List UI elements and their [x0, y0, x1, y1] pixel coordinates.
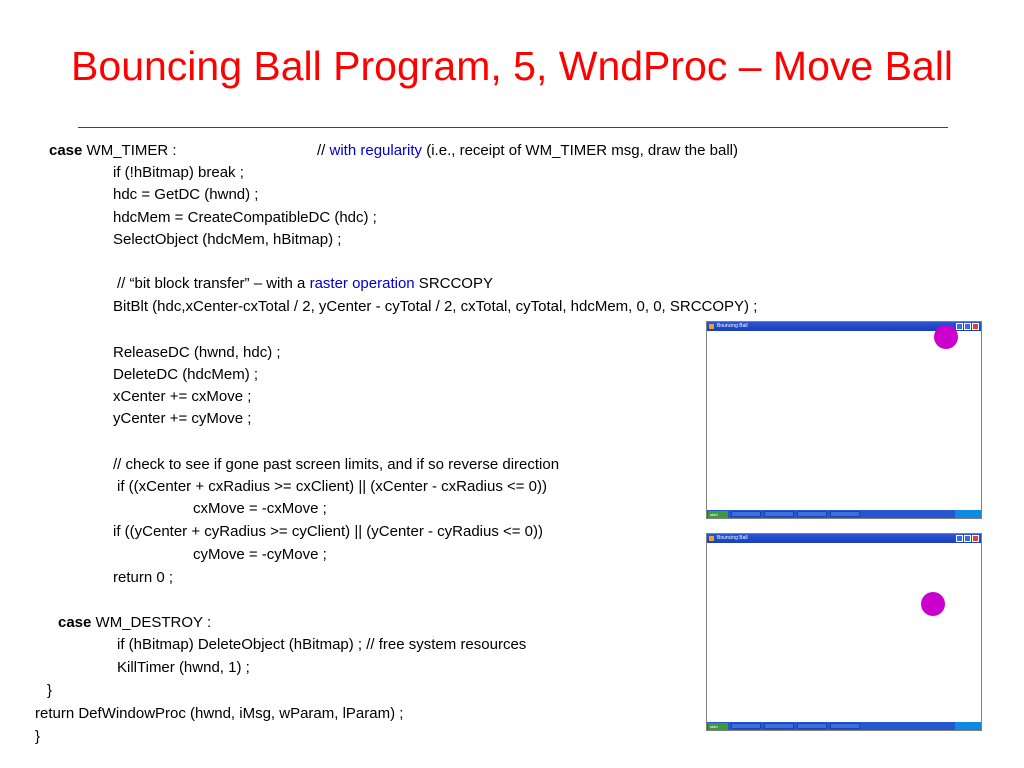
keyword-case: case	[49, 142, 83, 159]
taskbar-item	[764, 723, 794, 729]
taskbar-item	[830, 723, 860, 729]
code-line: return 0 ;	[113, 569, 174, 586]
system-tray	[955, 722, 981, 730]
keyword-case: case	[58, 614, 92, 631]
window-controls	[956, 323, 979, 330]
code-line-case-timer	[49, 141, 177, 161]
taskbar-item	[731, 511, 761, 517]
code-text: WM_DESTROY :	[91, 614, 212, 631]
taskbar-item	[731, 723, 761, 729]
code-line: DeleteDC (hdcMem) ;	[113, 366, 259, 383]
code-line: cyMove = -cyMove ;	[193, 546, 327, 563]
code-brace: }	[35, 728, 41, 745]
minimize-icon	[956, 535, 963, 542]
ball	[934, 325, 958, 349]
taskbar-item	[797, 723, 827, 729]
code-brace: }	[47, 682, 53, 699]
screenshot-bouncing-ball-1	[706, 321, 982, 519]
app-icon	[709, 536, 714, 541]
taskbar-item	[764, 511, 794, 517]
ball	[921, 592, 945, 616]
code-comment-bitblt	[117, 274, 493, 294]
comment-text: // “bit block transfer” – with a	[117, 275, 310, 292]
code-line: hdc = GetDC (hwnd) ;	[113, 186, 259, 203]
code-line: KillTimer (hwnd, 1) ;	[117, 659, 250, 676]
minimize-icon	[956, 323, 963, 330]
close-icon	[972, 535, 979, 542]
code-comment: // check to see if gone past screen limits, and if so reverse direction	[113, 456, 560, 473]
comment-text: SRCCOPY	[414, 275, 493, 292]
code-line: SelectObject (hdcMem, hBitmap) ;	[113, 231, 342, 248]
screenshot-bouncing-ball-2	[706, 533, 982, 731]
window-title: Bouncing Ball	[717, 323, 748, 329]
code-text: WM_TIMER :	[82, 142, 177, 159]
code-line: if (!hBitmap) break ;	[113, 164, 244, 181]
code-line: yCenter += cyMove ;	[113, 410, 252, 427]
code-line: hdcMem = CreateCompatibleDC (hdc) ;	[113, 209, 377, 226]
start-button: start	[708, 511, 728, 518]
taskbar-item	[797, 511, 827, 517]
code-line: ReleaseDC (hwnd, hdc) ;	[113, 344, 281, 361]
code-line: if ((xCenter + cxRadius >= cxClient) || (xCenter - cxRadius <= 0))	[117, 478, 548, 495]
code-comment-regularity	[317, 141, 738, 161]
window-titlebar	[707, 534, 981, 543]
code-line: cxMove = -cxMove ;	[193, 500, 327, 517]
comment-text: (i.e., receipt of WM_TIMER msg, draw the ball)	[422, 142, 738, 159]
taskbar-item	[830, 511, 860, 517]
code-line: if (hBitmap) DeleteObject (hBitmap) ; // free system resources	[117, 636, 527, 653]
maximize-icon	[964, 323, 971, 330]
maximize-icon	[964, 535, 971, 542]
taskbar	[707, 722, 981, 730]
close-icon	[972, 323, 979, 330]
code-line-case-destroy	[58, 613, 211, 633]
comment-prefix: //	[317, 142, 330, 159]
code-line: if ((yCenter + cyRadius >= cyClient) || (yCenter - cyRadius <= 0))	[113, 523, 544, 540]
app-icon	[709, 324, 714, 329]
code-line-bitblt: BitBlt (hdc,xCenter-cxTotal / 2, yCenter - cyTotal / 2, cxTotal, cyTotal, hdcMem, 0, 0, SRCCOPY) ;	[113, 298, 758, 315]
start-button: start	[708, 723, 728, 730]
system-tray	[955, 510, 981, 518]
highlight-with-regularity: with regularity	[329, 142, 423, 159]
taskbar	[707, 510, 981, 518]
slide-title: Bouncing Ball Program, 5, WndProc – Move Ball	[71, 43, 953, 89]
window-title: Bouncing Ball	[717, 535, 748, 541]
code-line: xCenter += cxMove ;	[113, 388, 252, 405]
highlight-raster-operation: raster operation	[309, 275, 415, 292]
window-controls	[956, 535, 979, 542]
title-divider	[78, 127, 948, 128]
code-line-return: return DefWindowProc (hwnd, iMsg, wParam, lParam) ;	[35, 705, 404, 722]
